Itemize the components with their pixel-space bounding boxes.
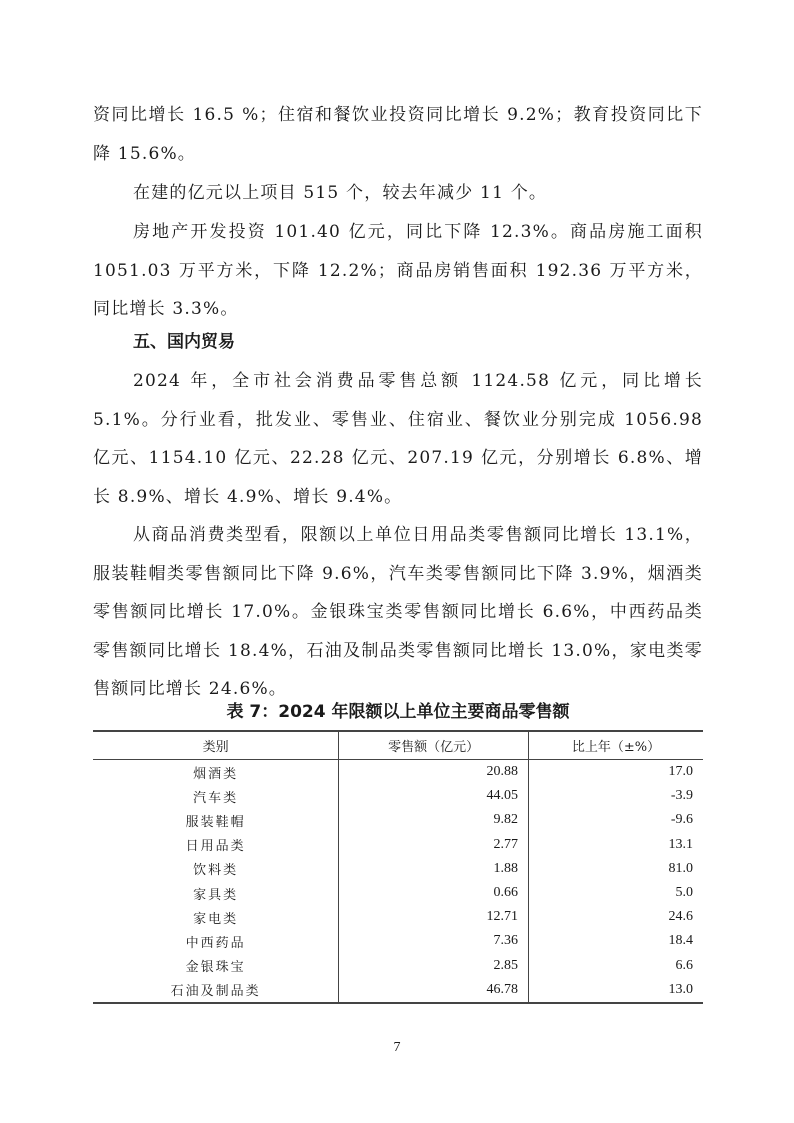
change-cell: 18.4 bbox=[668, 933, 693, 949]
category-cell: 服装鞋帽 bbox=[93, 808, 339, 832]
category-cell: 日用品类 bbox=[93, 833, 339, 857]
table-row bbox=[93, 954, 703, 978]
table-row bbox=[93, 833, 703, 857]
category-cell: 中西药品 bbox=[93, 929, 339, 953]
category-cell: 金银珠宝 bbox=[93, 954, 339, 978]
category-cell: 石油及制品类 bbox=[93, 978, 339, 1003]
change-cell: 6.6 bbox=[675, 957, 693, 973]
paragraph-investment-tail: 资同比增长 16.5 %；住宿和餐饮业投资同比增长 9.2%；教育投资同比下降 15.6%。 bbox=[93, 105, 703, 164]
table-row bbox=[93, 905, 703, 929]
change-cell: 81.0 bbox=[668, 860, 693, 876]
sales-cell: 1.88 bbox=[339, 857, 529, 881]
change-cell: 24.6 bbox=[668, 909, 693, 925]
section-heading: 五、国内贸易 bbox=[133, 332, 235, 352]
paragraph-retail-total: 2024 年，全市社会消费品零售总额 1124.58 亿元，同比增长 5.1%。分行业看，批发业、零售业、住宿业、餐饮业分别完成 1056.98 亿元、1154.10 亿元、22.28 亿元、207.19 亿元，分别增长 6.8%、增长 8.9%、增长 4.9%、增长 9.4%。 bbox=[93, 371, 703, 507]
sales-cell: 20.88 bbox=[339, 760, 529, 785]
table-row bbox=[93, 784, 703, 808]
sales-cell: 7.36 bbox=[339, 929, 529, 953]
sales-cell: 9.82 bbox=[339, 808, 529, 832]
table-body bbox=[93, 760, 703, 1003]
sales-cell: 2.85 bbox=[339, 954, 529, 978]
paragraph-projects: 在建的亿元以上项目 515 个，较去年减少 11 个。 bbox=[133, 183, 548, 203]
header-sales: 零售额（亿元） bbox=[339, 731, 529, 760]
header-change: 比上年（±%） bbox=[528, 731, 703, 760]
category-cell: 饮料类 bbox=[93, 857, 339, 881]
table-row bbox=[93, 857, 703, 881]
change-cell: 5.0 bbox=[675, 885, 693, 901]
table-row bbox=[93, 881, 703, 905]
sales-cell: 0.66 bbox=[339, 881, 529, 905]
change-cell: -3.9 bbox=[670, 788, 693, 804]
category-cell: 家电类 bbox=[93, 905, 339, 929]
retail-sales-table bbox=[93, 730, 703, 1004]
sales-cell: 44.05 bbox=[339, 784, 529, 808]
table-row bbox=[93, 978, 703, 1003]
change-cell: 13.1 bbox=[668, 836, 693, 852]
header-category: 类别 bbox=[93, 731, 339, 760]
category-cell: 烟酒类 bbox=[93, 760, 339, 785]
paragraph-commodity-types: 从商品消费类型看，限额以上单位日用品类零售额同比增长 13.1%，服装鞋帽类零售额同比下降 9.6%，汽车类零售额同比下降 3.9%，烟酒类零售额同比增长 17.0%。金银珠宝类零售额同比增长 6.6%，中西药品类零售额同比增长 18.4%，石油及制品类零售额同比增长 13.0%，家电类零售额同比增长 24.6%。 bbox=[93, 525, 703, 699]
category-cell: 汽车类 bbox=[93, 784, 339, 808]
page-number: 7 bbox=[393, 1040, 401, 1055]
table-row bbox=[93, 808, 703, 832]
change-cell: 13.0 bbox=[528, 978, 703, 1003]
table-header-row bbox=[93, 731, 703, 760]
paragraph-real-estate: 房地产开发投资 101.40 亿元，同比下降 12.3%。商品房施工面积 1051.03 万平方米，下降 12.2%；商品房销售面积 192.36 万平方米，同比增长 3.3%。 bbox=[93, 222, 703, 319]
change-cell: 17.0 bbox=[668, 764, 693, 780]
table-row bbox=[93, 760, 703, 785]
table-row bbox=[93, 929, 703, 953]
category-cell: 家具类 bbox=[93, 881, 339, 905]
sales-cell: 46.78 bbox=[339, 978, 529, 1003]
table-title: 表 7：2024 年限额以上单位主要商品零售额 bbox=[226, 702, 570, 722]
sales-cell: 2.77 bbox=[339, 833, 529, 857]
sales-cell: 12.71 bbox=[339, 905, 529, 929]
change-cell: -9.6 bbox=[670, 812, 693, 828]
